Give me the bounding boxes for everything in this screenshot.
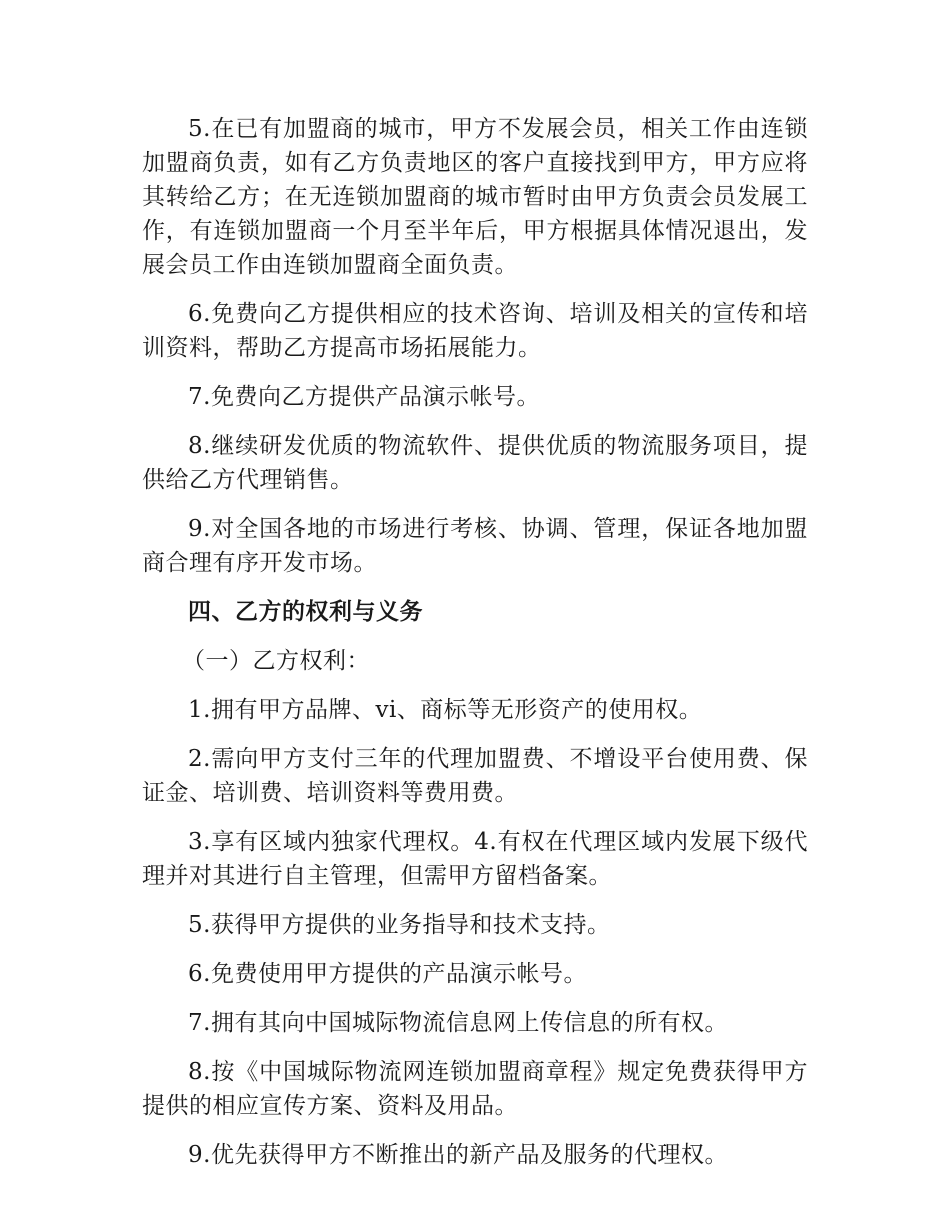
- paragraph-party-b-8: 8.按《中国城际物流网连锁加盟商章程》规定免费获得甲方提供的相应宣传方案、资料及用品。: [142, 1059, 808, 1119]
- paragraph-party-a-5: 5.在已有加盟商的城市，甲方不发展会员，相关工作由连锁加盟商负责，如有乙方负责地区的客户直接找到甲方，甲方应将其转给乙方；在无连锁加盟商的城市暂时由甲方负责会员发展工作，有连锁加盟商一个月至半年后，甲方根据具体情况退出，发展会员工作由连锁加盟商全面负责。: [142, 116, 808, 278]
- paragraph-party-a-6: 6.免费向乙方提供相应的技术咨询、培训及相关的宣传和培训资料，帮助乙方提高市场拓展能力。: [142, 301, 808, 361]
- paragraph-party-b-1: 1.拥有甲方品牌、vi、商标等无形资产的使用权。: [188, 697, 703, 723]
- paragraph-party-b-3-4: 3.享有区域内独家代理权。4.有权在代理区域内发展下级代理并对其进行自主管理，但需甲方留档备案。: [142, 829, 808, 889]
- paragraph-party-b-2: 2.需向甲方支付三年的代理加盟费、不增设平台使用费、保证金、培训费、培训资料等费用费。: [142, 746, 808, 806]
- paragraph-party-a-8: 8.继续研发优质的物流软件、提供优质的物流服务项目，提供给乙方代理销售。: [142, 433, 808, 493]
- document-body: [142, 112, 808, 1187]
- subsection-heading-rights: （一）乙方权利：: [182, 648, 370, 674]
- paragraph-party-b-9: 9.优先获得甲方不断推出的新产品及服务的代理权。: [188, 1142, 728, 1168]
- paragraph-party-b-7: 7.拥有其向中国城际物流信息网上传信息的所有权。: [188, 1010, 728, 1036]
- paragraph-party-b-6: 6.免费使用甲方提供的产品演示帐号。: [188, 961, 587, 987]
- section-heading-party-b: 四、乙方的权利与义务: [188, 599, 423, 625]
- paragraph-party-a-7: 7.免费向乙方提供产品演示帐号。: [188, 384, 540, 410]
- paragraph-party-b-5: 5.获得甲方提供的业务指导和技术支持。: [188, 912, 611, 938]
- paragraph-party-a-9: 9.对全国各地的市场进行考核、协调、管理，保证各地加盟商合理有序开发市场。: [142, 516, 808, 576]
